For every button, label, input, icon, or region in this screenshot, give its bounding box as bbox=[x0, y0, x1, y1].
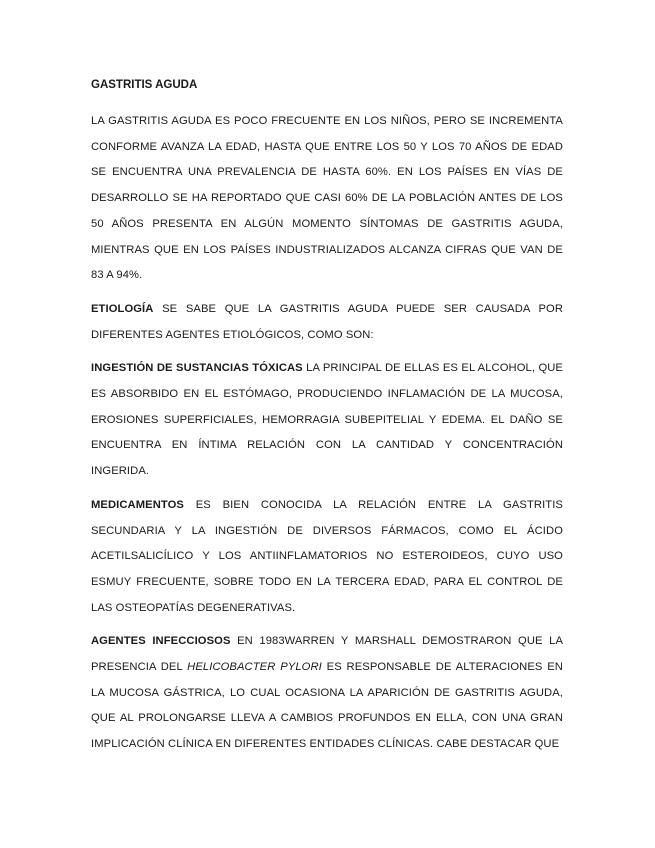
etiologia-heading: ETIOLOGÍA bbox=[91, 302, 154, 315]
agentes-heading: AGENTES INFECCIOSOS bbox=[91, 635, 231, 648]
ingestion-heading: INGESTIÓN DE SUSTANCIAS TÓXICAS bbox=[91, 362, 303, 375]
ingestion-paragraph bbox=[91, 356, 563, 485]
agentes-text-before: EN 1983WARREN Y MARSHALL DEMOSTRARON QUE LA PRESENCIA DEL bbox=[91, 635, 564, 674]
medicamentos-heading: MEDICAMENTOS bbox=[91, 498, 184, 511]
document-page bbox=[91, 76, 563, 766]
helicobacter-italic: HELICOBACTER PYLORI bbox=[187, 661, 322, 674]
medicamentos-paragraph bbox=[91, 493, 563, 622]
intro-paragraph: LA GASTRITIS AGUDA ES POCO FRECUENTE EN LOS NIÑOS, PERO SE INCREMENTA CONFORME AVANZA LA EDAD, HASTA QUE ENTRE LOS 50 Y LOS 70 AÑOS DE EDAD SE ENCUENTRA UNA PREVALENCIA DE HASTA 60%. EN LOS PAÍSES EN VÍAS DE DESARROLLO SE HA REPORTADO QUE CASI 60% DE LA POBLACIÓN ANTES DE LOS 50 AÑOS PRESENTA EN ALGÚN MOMENTO SÍNTOMAS DE GASTRITIS AGUDA, MIENTRAS QUE EN LOS PAÍSES INDUSTRIALIZADOS ALCANZA CIFRAS QUE VAN DE 83 A 94%. bbox=[91, 115, 563, 282]
agentes-text-after: ES RESPONSABLE DE ALTERACIONES EN LA MUCOSA GÁSTRICA, LO CUAL OCASIONA LA APARICIÓN DE GASTRITIS AGUDA, QUE AL PROLONGARSE LLEVA A CAMBIOS PROFUNDOS EN ELLA, CON UNA GRAN IMPLICACIÓN CLÍNICA EN DIFERENTES ENTIDADES CLÍNICAS. CABE DESTACAR QUE bbox=[91, 661, 563, 751]
medicamentos-text: ES BIEN CONOCIDA LA RELACIÓN ENTRE LA GASTRITIS SECUNDARIA Y LA INGESTIÓN DE DIVERSOS FÁRMACOS, COMO EL ÁCIDO ACETILSALICÍLICO Y LOS ANTIINFLAMATORIOS NO ESTEROIDEOS, CUYO USO ESMUY FRECUENTE, SOBRE TODO EN LA TERCERA EDAD, PARA EL CONTROL DE LAS OSTEOPATÍAS DEGENERATIVAS. bbox=[91, 498, 563, 614]
ingestion-text: LA PRINCIPAL DE ELLAS ES EL ALCOHOL, QUE ES ABSORBIDO EN EL ESTÓMAGO, PRODUCIENDO INFLAMACIÓN DE LA MUCOSA, EROSIONES SUPERFICIALES, HEMORRAGIA SUBEPITELIAL Y EDEMA. EL DAÑO SE ENCUENTRA EN ÍNTIMA RELACIÓN CON LA CANTIDAD Y CONCENTRACIÓN INGERIDA. bbox=[91, 362, 563, 478]
etiologia-text: SE SABE QUE LA GASTRITIS AGUDA PUEDE SER CAUSADA POR DIFERENTES AGENTES ETIOLÓGICOS, COMO SON: bbox=[91, 302, 563, 341]
etiologia-paragraph bbox=[91, 297, 563, 348]
document-title: GASTRITIS AGUDA bbox=[91, 79, 198, 91]
agentes-paragraph bbox=[91, 629, 563, 758]
